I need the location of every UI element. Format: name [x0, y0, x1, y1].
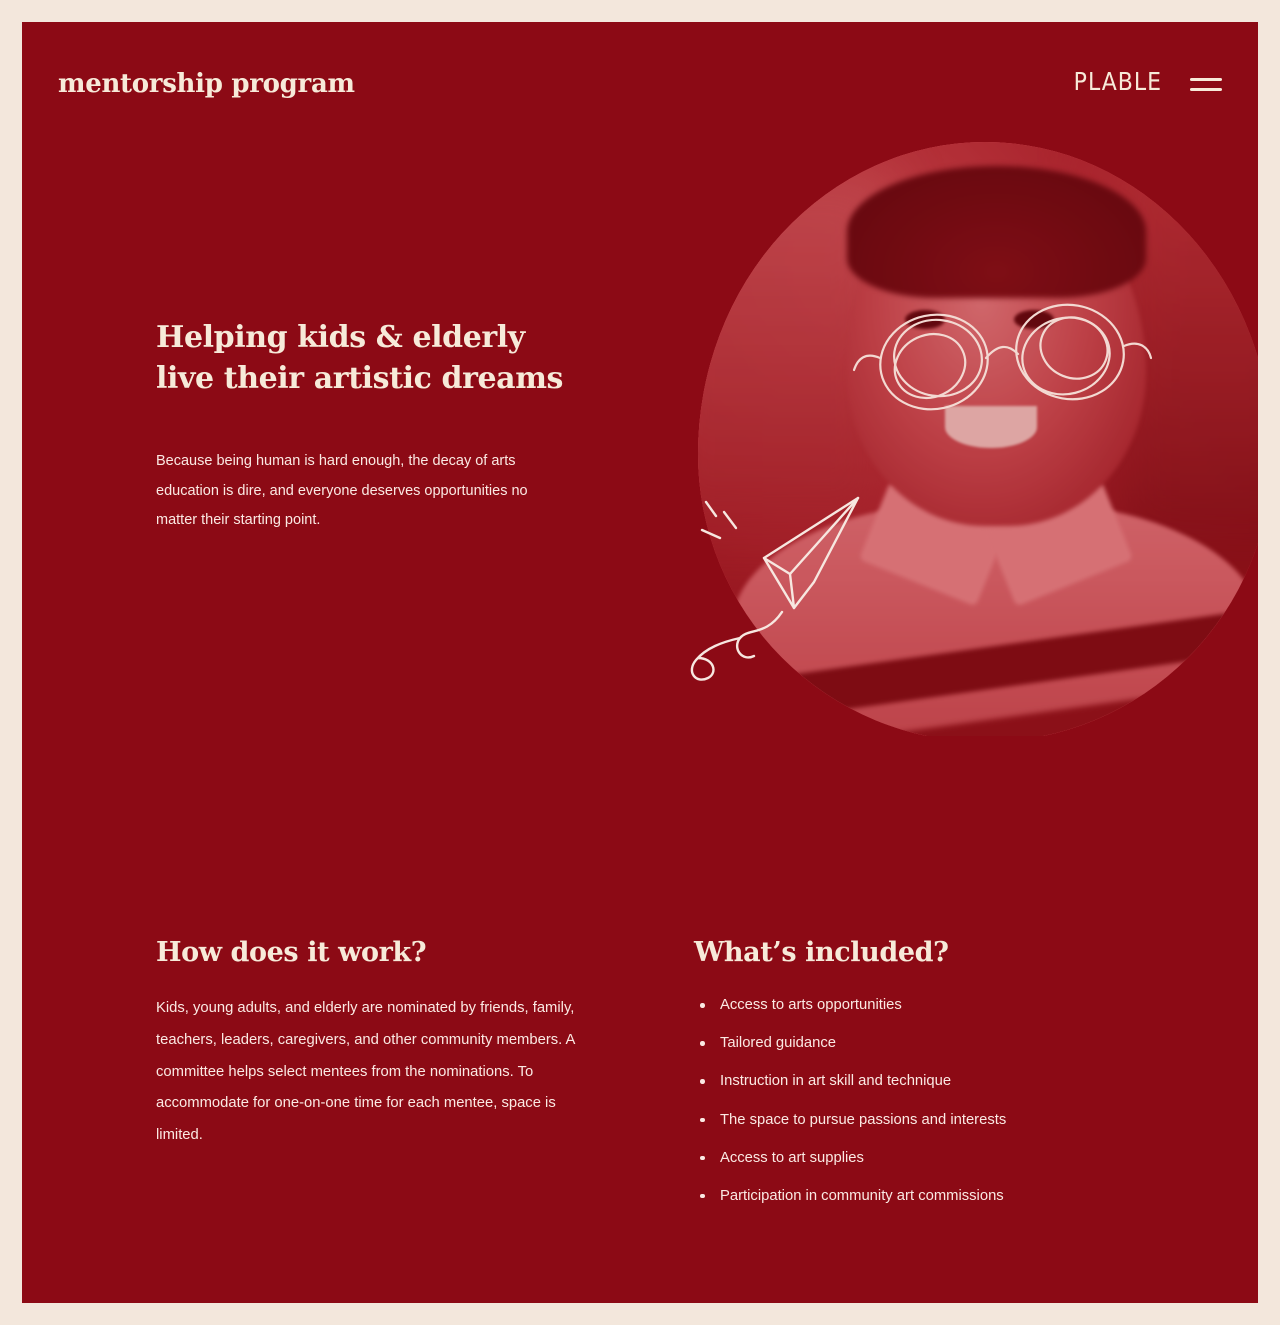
hero-image-container	[672, 116, 1258, 736]
portrait-image	[698, 142, 1258, 736]
page-panel	[22, 22, 1258, 1303]
list-item: The space to pursue passions and interests	[694, 1109, 1164, 1133]
hero-body-text: Because being human is hard enough, the decay of arts education is dire, and everyone deserves opportunities no matter their starting point.	[156, 452, 528, 529]
hero-title-line1: Helping kids & elderly	[156, 320, 525, 355]
hero-text-block	[156, 317, 576, 536]
list-item: Participation in community art commissions	[694, 1185, 1164, 1209]
list-item: Access to art supplies	[694, 1147, 1164, 1171]
whats-included-section	[694, 937, 1164, 1223]
hero-title-line2: live their artistic dreams	[156, 361, 564, 397]
how-it-works-body: Kids, young adults, and elderly are nominated by friends, family, teachers, leaders, caregivers, and other community members. A committee helps select mentees from the nominations. To accommodate for one-on-one time for each mentee, space is limited.	[156, 1000, 575, 1144]
how-it-works-section	[156, 937, 606, 1152]
list-item: Tailored guidance	[694, 1032, 1164, 1056]
page-title: mentorship program	[58, 69, 355, 99]
how-it-works-title: How does it work?	[156, 937, 427, 968]
list-item: Access to arts opportunities	[694, 994, 1164, 1018]
list-item: Instruction in art skill and technique	[694, 1070, 1164, 1094]
hamburger-menu-icon[interactable]	[1190, 72, 1222, 96]
whats-included-list	[694, 994, 1164, 1209]
brand-logo[interactable]: PLABLE	[1073, 68, 1162, 97]
whats-included-title: What’s included?	[694, 937, 949, 968]
hero-title	[156, 317, 576, 400]
